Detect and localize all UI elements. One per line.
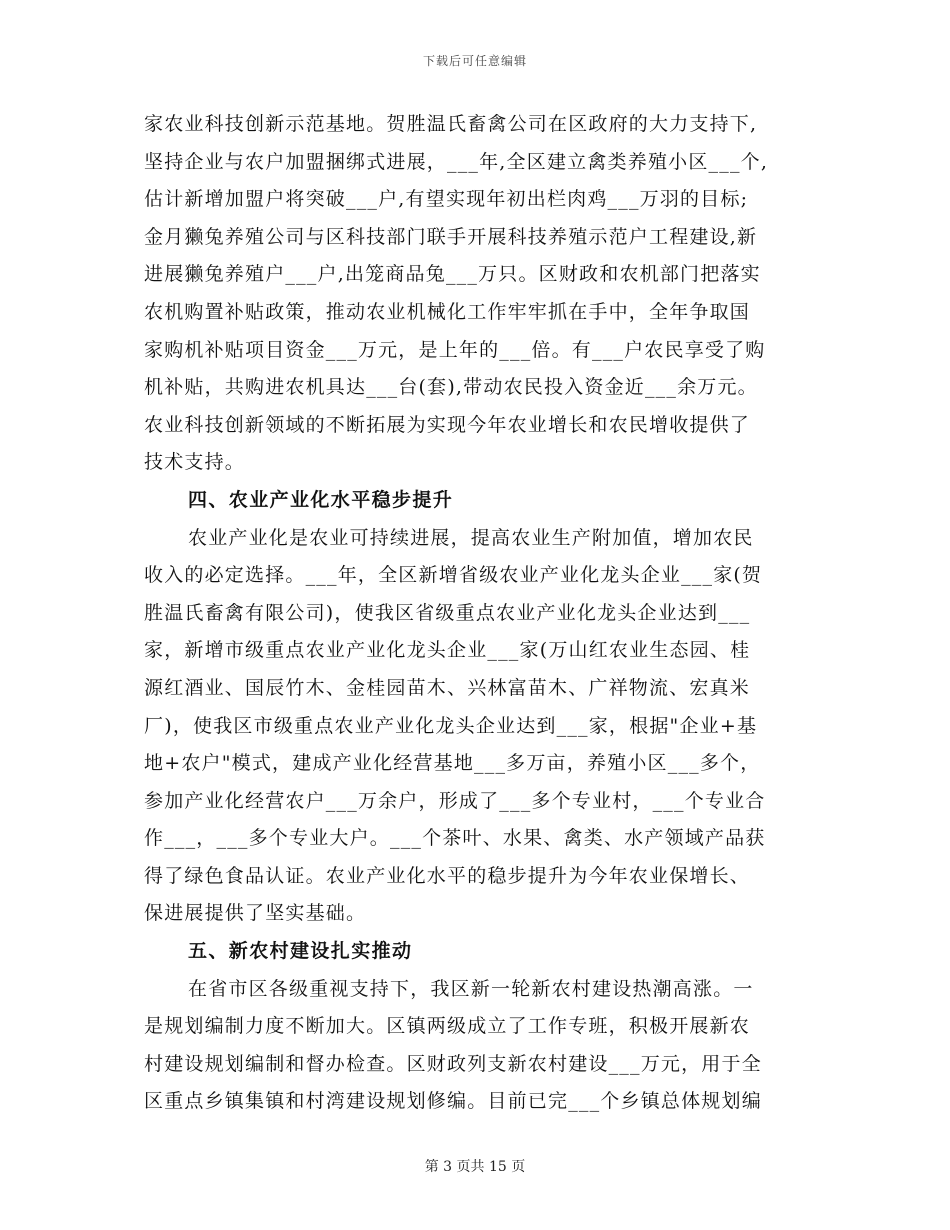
section-heading: 五、新农村建设扎实推动 bbox=[188, 940, 413, 963]
paragraph-line: 家农业科技创新示范基地。贺胜温氏畜禽公司在区政府的大力支持下, bbox=[144, 113, 758, 135]
paragraph-line: 家，新增市级重点农业产业化龙头企业___家(万山红农业生态园、桂 bbox=[144, 639, 751, 662]
paragraph-line: 坚持企业与农户加盟捆绑式进展，___年,全区建立禽类养殖小区___个, bbox=[144, 150, 769, 173]
paragraph-line: 厂)，使我区市级重点农业产业化龙头企业达到___家，根据"企业+基 bbox=[144, 714, 758, 737]
paragraph-line: 金月獭兔养殖公司与区科技部门联手开展科技养殖示范户工程建设,新 bbox=[144, 225, 758, 248]
paragraph-line: 源红酒业、国辰竹木、金桂园苗木、兴林富苗木、广祥物流、宏真米 bbox=[144, 676, 751, 699]
paragraph-line: 进展獭兔养殖户___户,出笼商品兔___万只。区财政和农机部门把落实 bbox=[144, 263, 761, 286]
document-body bbox=[144, 106, 808, 1121]
page-footer: 第 3 页共 15 页 bbox=[424, 1159, 526, 1175]
paragraph-line: 家购机补贴项目资金___万元，是上年的___倍。有___户农民享受了购 bbox=[144, 338, 766, 361]
paragraph-line: 得了绿色食品认证。农业产业化水平的稳步提升为今年农业保增长、 bbox=[144, 864, 751, 887]
page-header: 下载后可任意编辑 bbox=[422, 54, 527, 68]
paragraph-line: 区重点乡镇集镇和村湾建设规划修编。目前已完___个乡镇总体规划编 bbox=[144, 1090, 762, 1113]
paragraph-line: 机补贴，共购进农机具达___台(套),带动农民投入资金近___余万元。 bbox=[144, 376, 758, 399]
paragraph-line: 村建设规划编制和督办检查。区财政列支新农村建设___万元，用于全 bbox=[144, 1052, 762, 1075]
paragraph-line: 是规划编制力度不断加大。区镇两级成立了工作专班，积极开展新农 bbox=[144, 1015, 751, 1038]
paragraph-line: 估计新增加盟户将突破___户,有望实现年初出栏肉鸡___万羽的目标; bbox=[144, 188, 749, 211]
paragraph-line: 胜温氏畜禽有限公司)，使我区省级重点农业产业化龙头企业达到___ bbox=[144, 601, 751, 624]
paragraph-line: 收入的必定选择。___年，全区新增省级农业产业化龙头企业___家(贺 bbox=[144, 564, 763, 587]
paragraph-line: 农业产业化是农业可持续进展，提高农业生产附加值，增加农民 bbox=[188, 526, 754, 549]
paragraph-line: 参加产业化经营农户___万余户，形成了___多个专业村，___个专业合 bbox=[144, 789, 766, 812]
paragraph-line: 农业科技创新领域的不断拓展为实现今年农业增长和农民增收提供了 bbox=[144, 413, 751, 436]
paragraph-line: 在省市区各级重视支持下，我区新一轮新农村建设热潮高涨。一 bbox=[188, 977, 754, 1000]
paragraph-line: 保进展提供了坚实基础。 bbox=[144, 902, 367, 925]
section-heading: 四、农业产业化水平稳步提升 bbox=[188, 488, 454, 511]
paragraph-line: 作___，___多个专业大户。___个茶叶、水果、禽类、水产领域产品获 bbox=[144, 827, 766, 850]
paragraph-line: 技术支持。 bbox=[144, 451, 246, 474]
paragraph-line: 地+农户"模式，建成产业化经营基地___多万亩，养殖小区___多个， bbox=[144, 752, 761, 775]
paragraph-line: 农机购置补贴政策，推动农业机械化工作牢牢抓在手中，全年争取国 bbox=[144, 300, 751, 323]
